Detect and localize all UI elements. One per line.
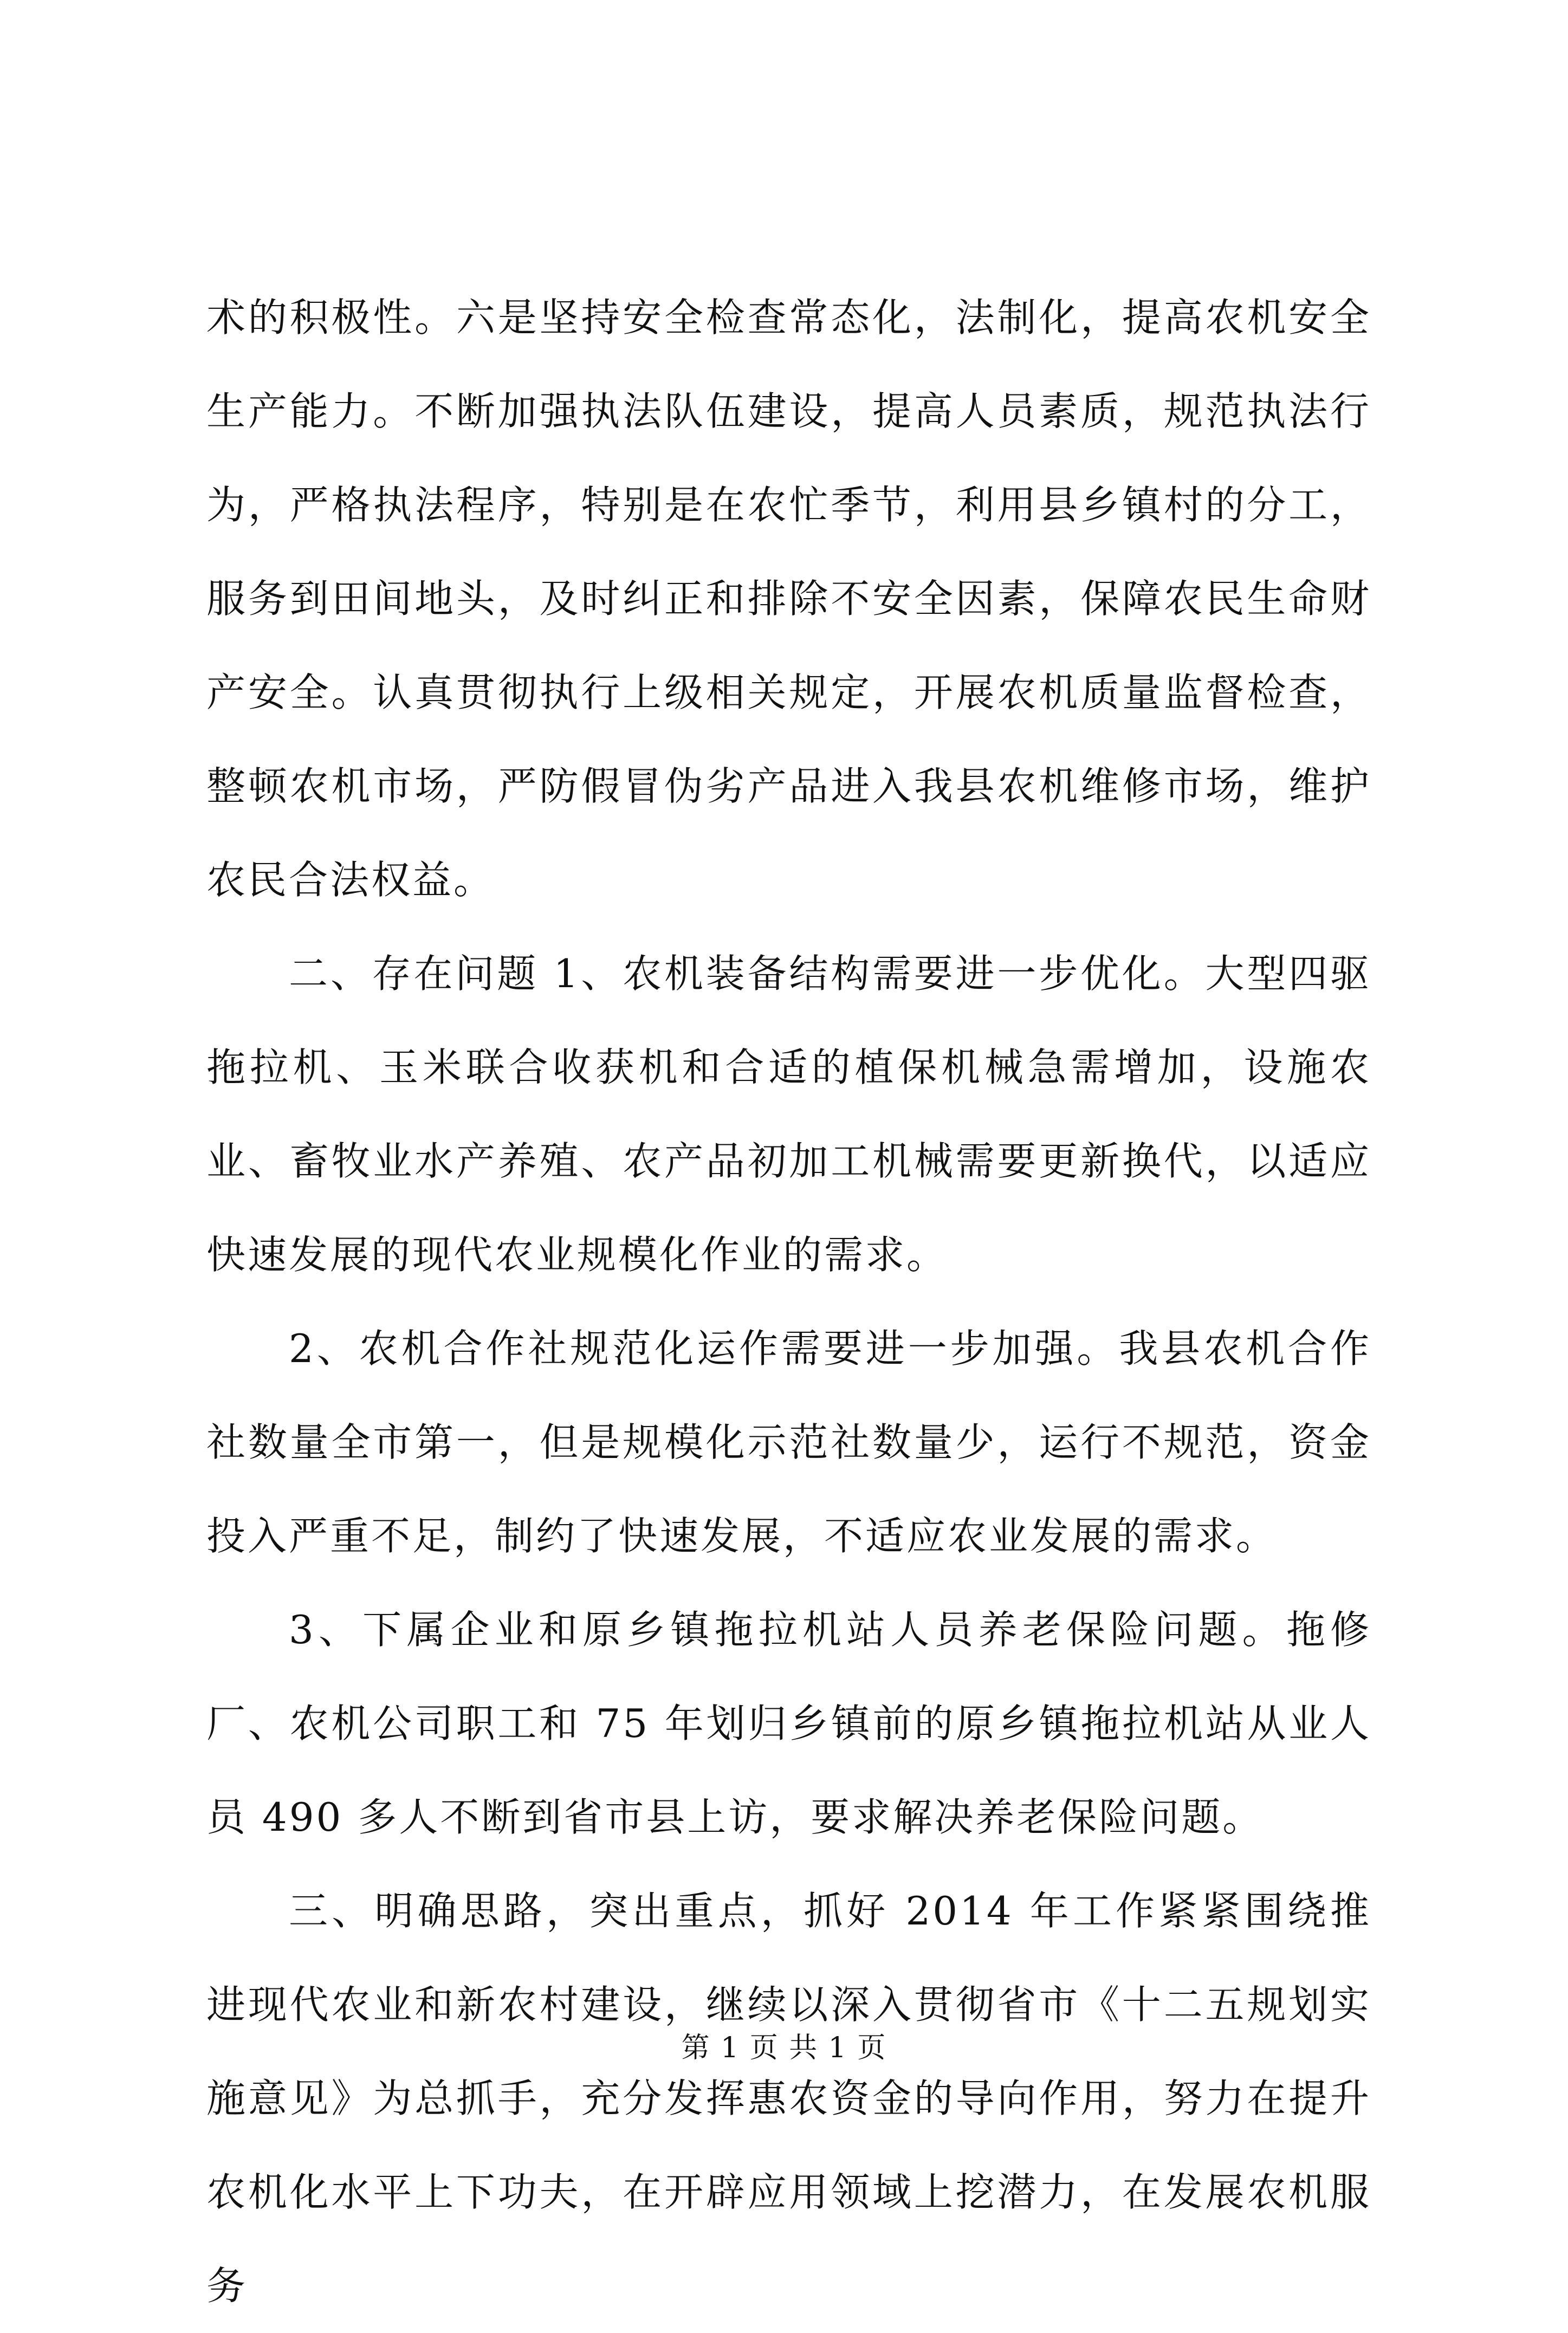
body-paragraph-2: 二、存在问题 1、农机装备结构需要进一步优化。大型四驱拖拉机、玉米联合收获机和合适的植保机械急需增加，设施农业、畜牧业水产养殖、农产品初加工机械需要更新换代，以适应快速发展的现代农业规模化作业的需求。: [206, 951, 1371, 1278]
body-paragraph-3: 2、农机合作社规范化运作需要进一步加强。我县农机合作社数量全市第一，但是规模化示范社数量少，运行不规范，资金投入严重不足，制约了快速发展，不适应农业发展的需求。: [206, 1326, 1371, 1559]
page-footer: 第 1 页 共 1 页: [681, 2032, 887, 2064]
body-paragraph-4: 3、下属企业和原乡镇拖拉机站人员养老保险问题。拖修厂、农机公司职工和 75 年划归乡镇前的原乡镇拖拉机站从业人员 490 多人不断到省市县上访，要求解决养老保险问题。: [206, 1607, 1371, 1840]
document-body: [206, 271, 1371, 2333]
body-paragraph-5: 三、明确思路，突出重点，抓好 2014 年工作紧紧围绕推进现代农业和新农村建设，继续以深入贯彻省市《十二五规划实施意见》为总抓手，充分发挥惠农资金的导向作用，努力在提升农机化水平上下功夫，在开辟应用领域上挖潜力，在发展农机服务: [206, 1888, 1371, 2309]
body-paragraph-1: 术的积极性。六是坚持安全检查常态化，法制化，提高农机安全生产能力。不断加强执法队伍建设，提高人员素质，规范执法行为，严格执法程序，特别是在农忙季节，利用县乡镇村的分工，服务到田间地头，及时纠正和排除不安全因素，保障农民生命财产安全。认真贯彻执行上级相关规定，开展农机质量监督检查，整顿农机市场，严防假冒伪劣产品进入我县农机维修市场，维护农民合法权益。: [206, 295, 1371, 903]
